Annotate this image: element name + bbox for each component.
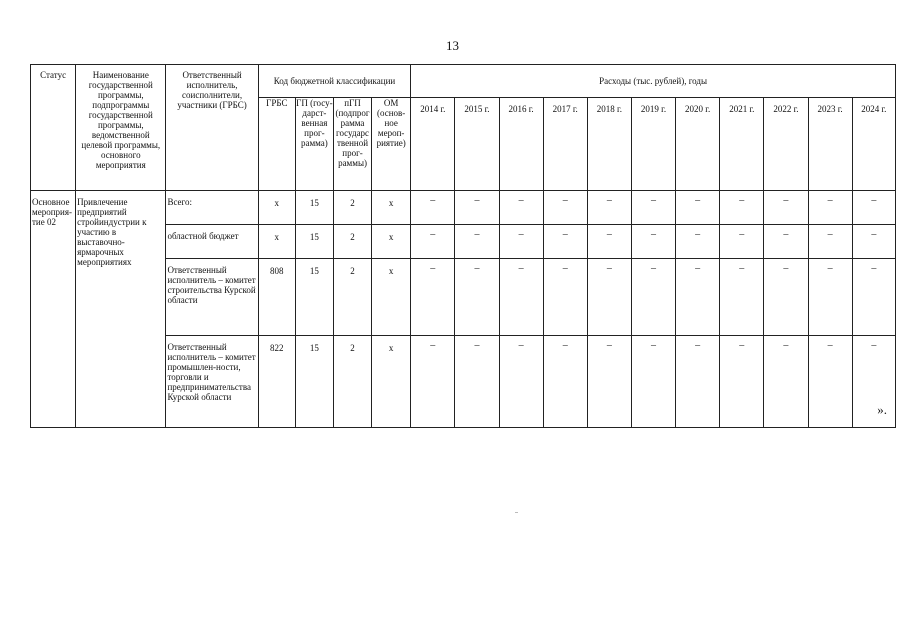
row-value: – xyxy=(852,225,895,259)
row-value: – xyxy=(764,336,808,428)
header-year: 2014 г. xyxy=(411,98,455,191)
row-value: – xyxy=(808,259,852,336)
group-status: Основное мероприя-тие 02 xyxy=(31,191,76,428)
row-value: – xyxy=(411,336,455,428)
header-pgp: пГП (подпрог рамма государс твенной прог-раммы) xyxy=(333,98,371,191)
row-value: – xyxy=(499,336,543,428)
group-name: Привлечение предприятий стройиндустрии к участию в выставочно-ярмарочных мероприятиях xyxy=(76,191,166,428)
row-pgp: 2 xyxy=(333,191,371,225)
row-executor: Ответственный исполнитель – комитет строительства Курской области xyxy=(166,259,258,336)
row-value: – xyxy=(543,225,587,259)
row-value: – xyxy=(543,191,587,225)
row-value: – xyxy=(587,336,631,428)
row-value: – xyxy=(499,259,543,336)
row-grbs: х xyxy=(258,191,295,225)
row-value: – xyxy=(764,225,808,259)
header-year: 2019 г. xyxy=(631,98,675,191)
row-value: – xyxy=(587,259,631,336)
row-pgp: 2 xyxy=(333,225,371,259)
row-value: – xyxy=(808,336,852,428)
row-value: – xyxy=(676,191,720,225)
row-value: – xyxy=(631,336,675,428)
row-value: – xyxy=(455,336,499,428)
header-year: 2015 г. xyxy=(455,98,499,191)
row-value: – xyxy=(852,191,895,225)
row-value: – xyxy=(411,259,455,336)
row-value: – xyxy=(720,336,764,428)
row-value: – xyxy=(411,225,455,259)
header-gp: ГП (госу-дарст-венная прог-рамма) xyxy=(295,98,333,191)
row-grbs: х xyxy=(258,225,295,259)
row-value: – xyxy=(543,336,587,428)
row-value: – xyxy=(631,225,675,259)
row-value: – xyxy=(852,259,895,336)
page-number: 13 xyxy=(446,38,459,53)
header-om: ОМ (основ-ное мероп-риятие) xyxy=(372,98,411,191)
row-executor: Всего: xyxy=(166,191,258,225)
row-value: – xyxy=(587,225,631,259)
row-om: х xyxy=(372,191,411,225)
closing-quote: ». xyxy=(877,402,887,417)
row-value: – xyxy=(676,225,720,259)
header-status: Статус xyxy=(31,65,76,191)
header-year: 2021 г. xyxy=(720,98,764,191)
row-gp: 15 xyxy=(295,259,333,336)
scan-speck xyxy=(515,512,518,513)
row-gp: 15 xyxy=(295,336,333,428)
row-value: – xyxy=(499,191,543,225)
row-value: – xyxy=(764,191,808,225)
row-value: – xyxy=(631,191,675,225)
row-value: – xyxy=(808,191,852,225)
row-pgp: 2 xyxy=(333,259,371,336)
header-name: Наименование государственной программы, подпрограммы государственной программы, ведомственной целевой программы, основного мероприятия xyxy=(76,65,166,191)
table-row xyxy=(31,191,896,225)
row-value: – xyxy=(587,191,631,225)
row-value: – xyxy=(411,191,455,225)
row-value: – xyxy=(499,225,543,259)
budget-table xyxy=(30,64,896,428)
header-expenses: Расходы (тыс. рублей), годы xyxy=(411,65,896,98)
row-gp: 15 xyxy=(295,191,333,225)
header-year: 2024 г. xyxy=(852,98,895,191)
row-value: – xyxy=(543,259,587,336)
row-executor: областной бюджет xyxy=(166,225,258,259)
header-year: 2017 г. xyxy=(543,98,587,191)
header-year: 2018 г. xyxy=(587,98,631,191)
row-value: – xyxy=(720,191,764,225)
header-year: 2023 г. xyxy=(808,98,852,191)
row-value: – xyxy=(720,225,764,259)
row-value: – xyxy=(676,336,720,428)
row-pgp: 2 xyxy=(333,336,371,428)
row-om: х xyxy=(372,225,411,259)
row-value: – xyxy=(631,259,675,336)
header-grbs: ГРБС xyxy=(258,98,295,191)
row-value: – xyxy=(676,259,720,336)
header-executor: Ответственный исполнитель, соисполнители, участники (ГРБС) xyxy=(166,65,258,191)
row-value: – xyxy=(852,336,895,428)
row-executor: Ответственный исполнитель – комитет промышлен-ности, торговли и предпринимательства Курской области xyxy=(166,336,258,428)
row-value: – xyxy=(455,191,499,225)
row-value: – xyxy=(808,225,852,259)
header-budget-code: Код бюджетной классификации xyxy=(258,65,411,98)
header-year: 2016 г. xyxy=(499,98,543,191)
header-year: 2022 г. xyxy=(764,98,808,191)
row-om: х xyxy=(372,336,411,428)
row-value: – xyxy=(764,259,808,336)
header-year: 2020 г. xyxy=(676,98,720,191)
row-grbs: 822 xyxy=(258,336,295,428)
row-grbs: 808 xyxy=(258,259,295,336)
row-value: – xyxy=(720,259,764,336)
row-value: – xyxy=(455,225,499,259)
row-value: – xyxy=(455,259,499,336)
row-om: х xyxy=(372,259,411,336)
row-gp: 15 xyxy=(295,225,333,259)
